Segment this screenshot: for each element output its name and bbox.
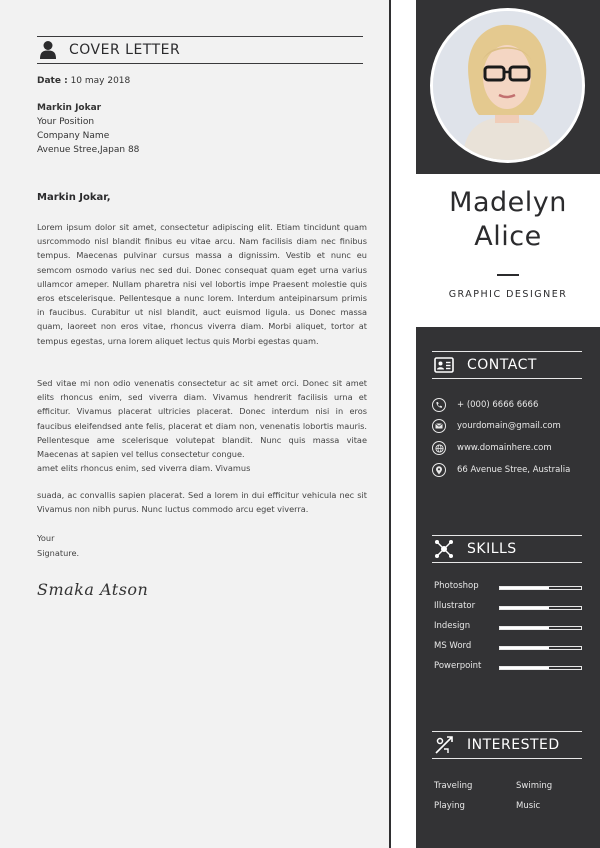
recipient-address: Avenue Stree,Japan 88	[37, 145, 140, 155]
recipient-name: Markin Jokar	[37, 103, 102, 113]
profile-title: GRAPHIC DESIGNER	[448, 289, 568, 300]
contact-email-text: yourdomain@gmail.com	[457, 421, 561, 431]
interests-header	[432, 731, 582, 759]
skill-bar	[499, 606, 582, 610]
globe-icon	[432, 441, 446, 455]
skill-label: Indesign	[434, 621, 471, 631]
recipient-block	[37, 101, 139, 157]
skill-bar-fill	[500, 667, 549, 669]
skill-bar-fill	[500, 647, 549, 649]
interest-item: Swiming	[516, 781, 553, 791]
contact-email[interactable]	[432, 419, 561, 433]
contact-phone	[432, 398, 538, 412]
interests-title: INTERESTED	[467, 737, 560, 753]
contact-card-icon	[433, 355, 455, 375]
letter-paragraph-text: Sed vitae mi non odio venenatis consectetur ac sit amet orci. Donec sit amet elits rhoncus enim, sed viverra diam. Vivamus hendrerit facilisis urna et efficitur. Vivamus placerat ultricies placerat. Donec interdum nisi in eros faucibus eleifendsed ante felis, placerat et diam non, venenatis lobortis mauris. Pellentesque ame scelerisque volutepat blandit. Nunc quis massa vitae Maecenas at sapien vel tellus consectetur congue.	[37, 378, 367, 460]
user-icon	[37, 39, 59, 61]
skill-label: Powerpoint	[434, 661, 482, 671]
contact-website-text: www.domainhere.com	[457, 443, 552, 453]
contact-title: CONTACT	[467, 357, 537, 373]
profile-photo	[430, 8, 585, 163]
divider-line	[389, 0, 391, 848]
profile-first-name: Madelyn	[449, 187, 567, 218]
skill-row	[434, 581, 582, 593]
profile-name	[416, 186, 600, 254]
profile-last-name: Alice	[474, 221, 542, 252]
skill-bar	[499, 626, 582, 630]
skill-bar-fill	[500, 587, 549, 589]
email-icon	[432, 419, 446, 433]
closing-block	[37, 531, 79, 560]
letter-paragraph-text: amet elits rhoncus enim, sed viverra diam. Vivamus	[37, 463, 251, 474]
name-divider	[497, 274, 519, 276]
skills-title: SKILLS	[467, 541, 517, 557]
skill-row	[434, 661, 582, 673]
date-label: Date :	[37, 76, 68, 86]
closing-line: Signature.	[37, 547, 80, 558]
skill-bar-fill	[500, 627, 549, 629]
skill-row	[434, 641, 582, 653]
skills-network-icon	[433, 539, 455, 559]
skill-bar-fill	[500, 607, 549, 609]
skill-label: Photoshop	[434, 581, 479, 591]
interest-item: Playing	[434, 801, 465, 811]
date-value: 10 may 2018	[70, 76, 131, 86]
letter-paragraph: Lorem ipsum dolor sit amet, consectetur adipiscing elit. Etiam tincidunt quam usrcommodo nisl blandit finibus eu vitae arcu. Nam facilisis diam nec finibus tempus. Maecenas pulvinar cursus massa a dignissim. Vestib et nunc eu semcom osmodo varius nec sed dui. Donec consequat quam eget urna varius ullamcor ameper. Nullam pharetra nisi vel lobortis impe Praesent molestie quis eros etscelerisque. Pellentesque a nunc lorem. Interdum anteipinarsum primis in faucibus. Curabitur ut nisl blandit, auct euismod ligula. us Donec massa quam, laoreet non eros vitae, rhoncus viverra diam. Morbi aliquet, tortor at tempus egestas, urna lorem aliquet lectus quis Morbi egestas quam.	[37, 222, 367, 346]
skill-row	[434, 621, 582, 633]
contact-address	[432, 463, 570, 477]
handwritten-signature: Smaka Atson	[37, 580, 149, 599]
contact-header	[432, 351, 582, 379]
recipient-company: Company Name	[37, 131, 110, 141]
skill-bar	[499, 586, 582, 590]
contact-phone-text: + (000) 6666 6666	[457, 400, 539, 410]
cover-letter-title: COVER LETTER	[69, 42, 181, 58]
interests-icon	[433, 735, 455, 755]
interest-item: Traveling	[434, 781, 473, 791]
contact-address-text: 66 Avenue Stree, Australia	[457, 465, 571, 475]
skill-label: MS Word	[434, 641, 472, 651]
skill-label: Illustrator	[434, 601, 476, 611]
letter-paragraph	[37, 376, 367, 475]
skills-header	[432, 535, 582, 563]
letter-date	[37, 76, 130, 86]
interest-item: Music	[516, 801, 541, 811]
recipient-position: Your Position	[37, 117, 95, 127]
closing-line: Your	[37, 533, 55, 543]
contact-website[interactable]	[432, 441, 552, 455]
cover-letter-header	[37, 36, 363, 64]
skill-bar	[499, 666, 582, 670]
skill-bar	[499, 646, 582, 650]
letter-paragraph: suada, ac convallis sapien placerat. Sed a lorem in dui efficitur vehicula nec sit Vivamus non nibh purus. Nunc luctus commodo arcu eget viverra.	[37, 490, 367, 515]
location-icon	[432, 463, 446, 477]
greeting: Markin Jokar,	[37, 192, 111, 203]
phone-icon	[432, 398, 446, 412]
skill-row	[434, 601, 582, 613]
